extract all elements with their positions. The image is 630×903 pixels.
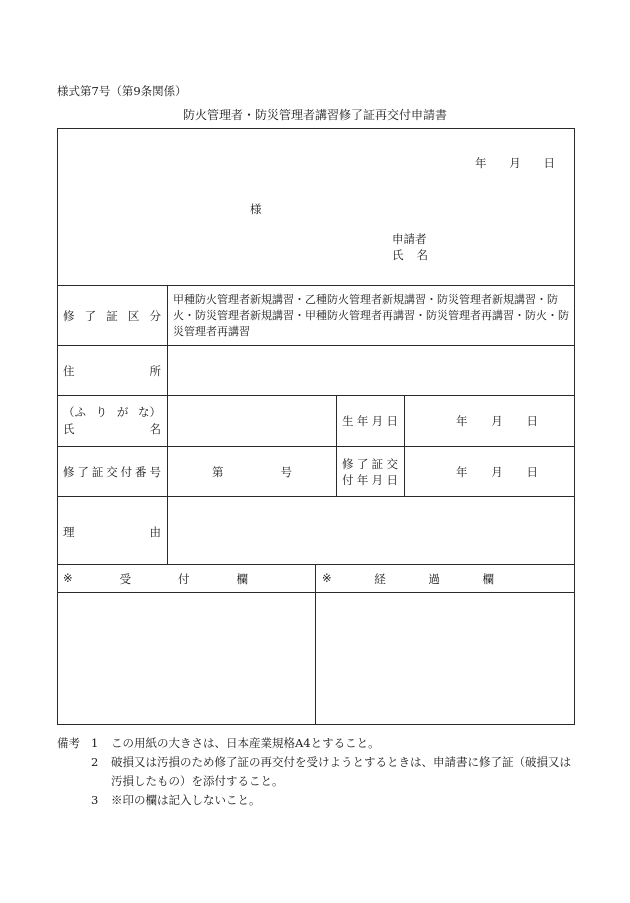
note-text: この用紙の大きさは、日本産業規格A4とすること。 — [111, 736, 380, 750]
certificate-category-label: 修 了 証 区 分 — [63, 309, 161, 323]
progress-area — [316, 593, 574, 724]
reason-field[interactable] — [168, 497, 574, 564]
submission-date: 年 月 日 — [475, 156, 555, 170]
note-item — [91, 734, 581, 753]
reason-label: 理 由 — [63, 525, 161, 539]
birthdate-field[interactable]: 年 月 日 — [456, 414, 538, 428]
address-label: 住 所 — [63, 364, 161, 378]
note-number: 3 — [91, 793, 99, 807]
progress-column-header: ※ 経 過 欄 — [322, 571, 494, 586]
certificate-number-field[interactable]: 第 号 — [212, 465, 292, 479]
form-title: 防火管理者・防災管理者講習修了証再交付申請書 — [182, 108, 447, 122]
reception-column-header: ※ 受 付 欄 — [63, 571, 248, 586]
issue-date-field[interactable]: 年 月 日 — [456, 465, 538, 479]
applicant-label: 申請者 — [392, 232, 427, 246]
note-item — [91, 753, 581, 791]
certificate-category-options: 甲種防火管理者新規講習・乙種防火管理者新規講習・防災管理者新規講習・防火・防災管理者新規講習・甲種防火管理者再講習・防災管理者再講習・防火・防災管理者再講習 — [173, 293, 569, 338]
name-field[interactable] — [168, 396, 336, 446]
note-number: 1 — [91, 736, 99, 750]
notes-list — [91, 734, 581, 810]
note-number: 2 — [91, 755, 99, 769]
note-text: 破損又は汚損のため修了証の再交付を受けようとするときは、申請書に修了証（破損又は汚損したもの）を添付すること。 — [111, 755, 571, 788]
addressee-suffix: 様 — [250, 202, 262, 216]
birthdate-label: 生 年 月 日 — [342, 414, 398, 428]
note-item — [91, 791, 581, 810]
furigana-label: （ふ り が な） — [63, 405, 161, 419]
issue-date-label-line2: 付 年 月 日 — [342, 473, 398, 487]
reception-area — [58, 593, 315, 724]
address-field[interactable] — [168, 346, 574, 395]
form-number: 様式第7号（第9条関係） — [57, 84, 187, 98]
notes-lead: 備考 — [57, 736, 80, 750]
certificate-number-label: 修 了 証 交 付 番 号 — [63, 465, 161, 479]
issue-date-label-line1: 修 了 証 交 — [342, 457, 398, 471]
applicant-name-label: 氏 名 — [392, 248, 428, 262]
note-text: ※印の欄は記入しないこと。 — [111, 793, 261, 807]
name-label: 氏 名 — [63, 422, 161, 436]
